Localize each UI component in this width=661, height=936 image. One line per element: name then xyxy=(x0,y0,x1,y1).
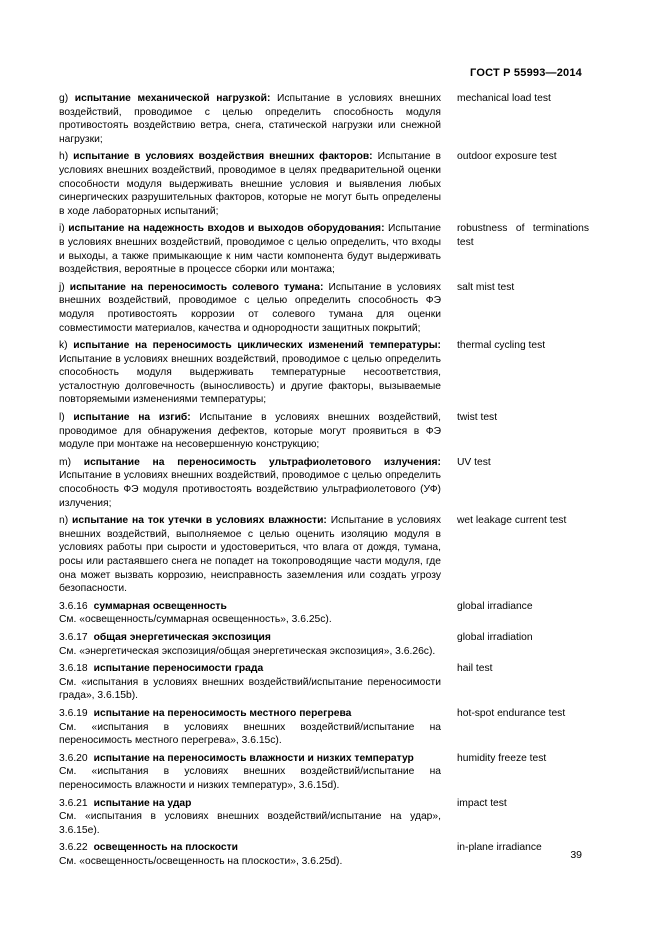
definition-text xyxy=(59,456,441,510)
definition-text xyxy=(59,514,441,596)
term-title: испытание на переносимость влажности и низких температур xyxy=(93,752,414,764)
definition-entry xyxy=(59,411,589,452)
item-letter: m) xyxy=(59,456,72,468)
english-term: thermal cycling test xyxy=(457,340,546,352)
definition-entry xyxy=(59,222,589,276)
english-term: global irradiation xyxy=(457,631,533,643)
clause-number: 3.6.21 xyxy=(59,797,88,809)
term-title: испытание в условиях воздействия внешних факторов: xyxy=(73,151,373,163)
english-term: twist test xyxy=(457,412,498,424)
english-term: in-plane irradiance xyxy=(457,842,542,854)
term-title: испытание на переносимость солевого тумана: xyxy=(69,281,324,293)
term-title: испытание на переносимость местного перегрева xyxy=(93,707,352,719)
term-definition: Испытание в условиях внешних воздействий, проводимое для обнаружения дефектов, которые могут проявиться в ФЭ модуле при монтаже на несовершенную конструкцию; xyxy=(59,412,441,451)
clause-number: 3.6.19 xyxy=(59,707,88,719)
english-term: humidity freeze test xyxy=(457,752,547,764)
item-letter: k) xyxy=(59,340,68,352)
term-reference: См. «испытания в условиях внешних воздействий/испытание на удар», 3.6.15е). xyxy=(59,811,441,836)
term-text xyxy=(59,707,441,748)
term-reference: См. «испытания в условиях внешних воздействий/испытание переносимости града», 3.6.15b). xyxy=(59,676,441,702)
definition-text xyxy=(59,411,441,452)
item-letter: n) xyxy=(59,515,69,527)
term-title: испытание механической нагрузкой: xyxy=(74,93,271,104)
term-entry xyxy=(59,631,589,658)
item-letter: j) xyxy=(59,281,65,293)
english-term: UV test xyxy=(457,456,491,468)
definition-entry xyxy=(59,514,589,596)
document-body xyxy=(59,92,589,872)
term-text xyxy=(59,662,441,703)
page-header: ГОСТ Р 55993—2014 xyxy=(470,67,582,79)
term-text xyxy=(59,797,441,838)
page-number: 39 xyxy=(570,849,582,861)
term-title: испытание на ток утечки в условиях влажности: xyxy=(72,515,327,527)
term-title: испытание на переносимость ультрафиолетового излучения: xyxy=(83,456,441,468)
clause-number: 3.6.20 xyxy=(59,752,88,764)
item-letter: i) xyxy=(59,223,65,235)
term-reference: См. «освещенность/суммарная освещенность», 3.6.25с). xyxy=(59,614,332,626)
term-reference: См. «испытания в условиях внешних воздействий/испытание на переносимость местного перегрева», 3.6.15с). xyxy=(59,721,441,747)
term-title: испытание на надежность входов и выходов оборудования: xyxy=(68,223,385,235)
term-reference: См. «испытания в условиях внешних воздействий/испытание на переносимость влажности и низких температур», 3.6.15d). xyxy=(59,766,441,791)
term-entry xyxy=(59,600,589,627)
term-definition: Испытание в условиях внешних воздействий, проводимое с целью определить способность ФЭ модуля противостоять коррозии от солевого тумана для оценки совместимости материалов, качества и однородности защитных покрытий; xyxy=(59,281,441,334)
english-term: impact test xyxy=(457,797,507,809)
definition-entry xyxy=(59,339,589,407)
english-term: hail test xyxy=(457,663,493,675)
term-text xyxy=(59,600,441,627)
term-reference: См. «освещенность/освещенность на плоскости», 3.6.25d). xyxy=(59,855,343,867)
term-definition: Испытание в условиях внешних воздействий, проводимое с целью определить, что входы и выходы, а также примыкающие к ним части компонента будут выдерживать воздействия, вероятные в процессе сборки или монтажа; xyxy=(59,223,441,276)
english-term: global irradiance xyxy=(457,600,533,612)
term-entry xyxy=(59,841,589,868)
item-letter: h) xyxy=(59,151,69,163)
term-title: суммарная освещенность xyxy=(93,600,227,612)
term-title: общая энергетическая экспозиция xyxy=(93,631,271,643)
term-entry xyxy=(59,707,589,748)
term-reference: См. «энергетическая экспозиция/общая энергетическая экспозиция», 3.6.26с). xyxy=(59,645,436,657)
term-definition: Испытание в условиях внешних воздействий, проводимое с целью определить способность модуля выдерживать температурные несоответствия, усталостную долговечность (выносливость) и другие факторы, вызываемые повторяемыми изменениями температуры; xyxy=(59,353,441,406)
clause-number: 3.6.17 xyxy=(59,631,88,643)
term-entry xyxy=(59,797,589,838)
english-term: outdoor exposure test xyxy=(457,151,557,163)
term-entry xyxy=(59,752,589,793)
term-text xyxy=(59,841,441,868)
definition-text xyxy=(59,339,441,407)
term-entry xyxy=(59,662,589,703)
clause-number: 3.6.22 xyxy=(59,842,88,854)
english-term: salt mist test xyxy=(457,281,515,293)
clause-number: 3.6.18 xyxy=(59,663,88,675)
clause-number: 3.6.16 xyxy=(59,600,88,612)
term-definition: Испытание в условиях внешних воздействий, проводимое с целью определить способность ФЭ модуля противостоять воздействию ультрафиолетового (УФ) излучения; xyxy=(59,470,441,509)
definition-entry xyxy=(59,281,589,335)
term-title: освещенность на плоскости xyxy=(93,842,238,854)
term-text xyxy=(59,752,441,793)
term-title: испытание на удар xyxy=(93,797,192,809)
term-title: испытание переносимости града xyxy=(93,663,264,675)
definition-text xyxy=(59,92,441,146)
english-term: mechanical load test xyxy=(457,93,551,104)
term-text xyxy=(59,631,441,658)
english-term: hot-spot endurance test xyxy=(457,707,566,719)
term-definition: Испытание в условиях внешних воздействий, проводимое в целях предварительной оценки способности модуля выдерживать внешние условия и выявления любых синергических разрушительных факторов, которые не могут быть определены в ходе лабораторных испытаний; xyxy=(59,151,441,217)
term-definition: Испытание в условиях внешних воздействий, выполняемое с целью оценить изоляцию модуля в условиях работы при сырости и удостовериться, что влага от дождя, тумана, росы или растаявшего снега не попадет на токопроводящие части модуля, где она может вызвать коррозию, неисправность заземления или создать угрозу безопасности. xyxy=(59,515,441,595)
term-title: испытание на переносимость циклических изменений температуры: xyxy=(73,340,441,352)
english-term: robustness of terminations test xyxy=(457,223,589,248)
item-letter: g) xyxy=(59,93,69,104)
term-title: испытание на изгиб: xyxy=(73,412,191,424)
definition-text xyxy=(59,222,441,276)
definition-entry xyxy=(59,456,589,510)
term-definition: Испытание в условиях внешних воздействий, проводимое с целью определить способность модуля противостоять воздействию ветра, снега, статической нагрузки или снежной нагрузки; xyxy=(59,93,441,145)
item-letter: l) xyxy=(59,412,65,424)
definition-entry xyxy=(59,150,589,218)
definition-text xyxy=(59,281,441,335)
definition-text xyxy=(59,150,441,218)
english-term: wet leakage current test xyxy=(457,515,567,527)
definition-entry xyxy=(59,92,589,146)
